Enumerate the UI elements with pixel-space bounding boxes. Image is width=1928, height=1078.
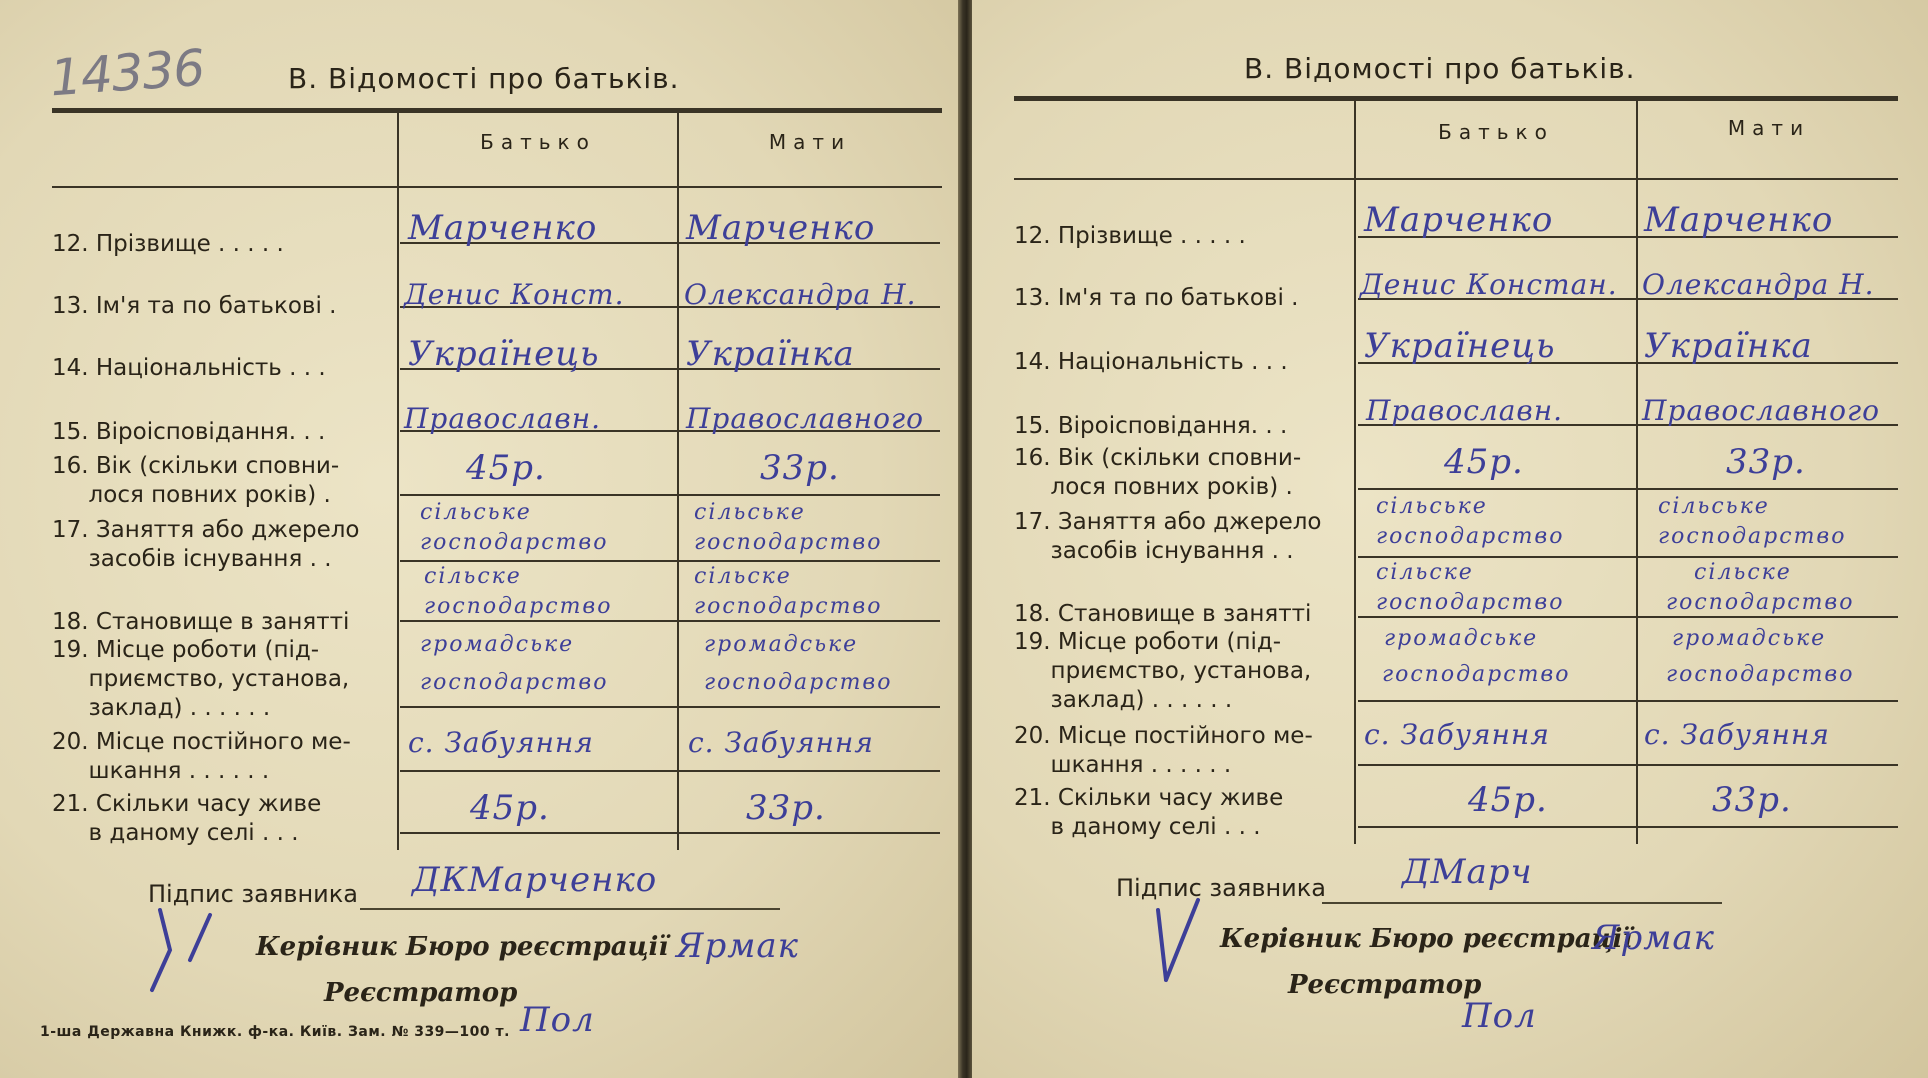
row-label-residence: 20. Місце постійного ме- шкання . . . . . . [52,729,351,784]
registrar-signature: Пол [1462,996,1537,1036]
archive-number: 14336 [48,38,206,108]
header-rule [52,186,942,188]
mother-residence-time: 33р. [746,788,826,828]
mother-name: Олександра Н. [1642,268,1875,301]
column-header-father: Батько [1438,120,1554,144]
column-header-father: Батько [480,130,596,154]
column-header-mother: Мати [768,130,852,154]
mother-name: Олександра Н. [684,278,917,311]
left-page [0,0,960,1078]
head-signature: Ярмак [676,926,799,966]
mother-workplace-1: громадське [1672,626,1827,651]
mother-occupation-1: сільське [1658,494,1770,519]
top-rule [52,108,942,113]
head-label: Керівник Бюро реєстрації [256,932,669,962]
mother-surname: Марченко [1644,200,1834,240]
row-label-residence-time: 21. Скільки часу живе в даному селі . . . [52,791,322,846]
row-label-nationality: 14. Національність . . . [1014,349,1288,375]
row-rule [1358,826,1898,828]
father-occupation-2: господарство [420,530,609,555]
row-label-residence-time: 21. Скільки часу живе в даному селі . . . [1014,785,1284,840]
row-label-workplace: 19. Місце роботи (під- приємство, установа, заклад) . . . . . . [52,637,350,721]
father-surname: Марченко [408,208,598,248]
row-label-position: 18. Становище в занятті [52,609,350,635]
row-label-age: 16. Вік (скільки сповни- лося повних років) . [1014,445,1302,500]
registration-mark [1148,890,1228,1000]
row-label-residence: 20. Місце постійного ме- шкання . . . . . . [1014,723,1313,778]
mother-workplace-2: господарство [704,670,893,695]
father-age: 45р. [1444,442,1524,482]
applicant-signature: ДМарч [1402,852,1533,892]
right-page [972,0,1928,1078]
father-position-1: сільске [1376,560,1474,585]
printer-footer: 1-ша Державна Книжк. ф-ка. Київ. Зам. № 339—100 т. [40,1024,510,1040]
header-rule [1014,178,1898,180]
applicant-signature: ДКМарченко [412,860,658,900]
applicant-signature-label: Підпис заявника [148,880,358,908]
father-nationality: Українець [408,334,600,374]
father-position-1: сільске [424,564,522,589]
row-label-age: 16. Вік (скільки сповни- лося повних років) . [52,453,340,508]
row-label-nationality: 14. Національність . . . [52,355,326,381]
row-label-occupation: 17. Заняття або джерело засобів існування . . [52,517,360,572]
father-residence: с. Забуяння [1364,718,1550,751]
applicant-signature-label: Підпис заявника [1116,874,1326,902]
mother-residence: с. Забуяння [1644,718,1830,751]
father-workplace-2: господарство [1382,662,1571,687]
registrar-label: Реєстратор [1288,970,1482,1000]
row-rule [1358,616,1898,618]
father-occupation-2: господарство [1376,524,1565,549]
mother-residence: с. Забуяння [688,726,874,759]
column-divider-1 [397,110,399,850]
father-residence-time: 45р. [470,788,550,828]
row-rule [400,706,940,708]
father-name: Денис Конст. [404,278,625,311]
mother-workplace-2: господарство [1666,662,1855,687]
row-label-workplace: 19. Місце роботи (під- приємство, установа, заклад) . . . . . . [1014,629,1312,713]
father-occupation-1: сільське [420,500,532,525]
mother-workplace-1: громадське [704,632,859,657]
column-header-mother: Мати [1727,116,1811,140]
mother-nationality: Українка [686,334,855,374]
row-label-position: 18. Становище в занятті [1014,601,1312,627]
row-label-surname: 12. Прізвище . . . . . [1014,223,1246,249]
applicant-signature-line [1322,902,1722,904]
father-surname: Марченко [1364,200,1554,240]
father-residence-time: 45р. [1468,780,1548,820]
row-label-religion: 15. Віроісповідання. . . [52,419,326,445]
row-rule [1358,700,1898,702]
section-title: В. Відомості про батьків. [288,62,680,95]
row-rule [1358,488,1898,490]
column-divider-2 [1636,98,1638,844]
father-workplace-2: господарство [420,670,609,695]
registrar-signature: Пол [520,1000,595,1040]
mother-nationality: Українка [1644,326,1813,366]
row-rule [400,494,940,496]
father-name: Денис Констан. [1360,268,1618,301]
section-title: В. Відомості про батьків. [1244,52,1636,85]
father-age: 45р. [466,448,546,488]
row-label-surname: 12. Прізвище . . . . . [52,231,284,257]
mother-position-1: сільске [694,564,792,589]
mother-occupation-1: сільське [694,500,806,525]
father-position-2: господарство [1376,590,1565,615]
father-workplace-1: громадське [1384,626,1539,651]
mother-position-2: господарство [694,594,883,619]
row-rule [400,620,940,622]
father-religion: Православн. [404,402,602,435]
mother-religion: Православного [1642,394,1880,427]
row-rule [1358,764,1898,766]
head-signature: Ярмак [1592,918,1715,958]
father-occupation-1: сільське [1376,494,1488,519]
mother-religion: Православного [686,402,924,435]
father-position-2: господарство [424,594,613,619]
mother-residence-time: 33р. [1712,780,1792,820]
column-divider-2 [677,110,679,850]
row-label-name: 13. Ім'я та по батькові . [1014,285,1299,311]
mother-occupation-2: господарство [1658,524,1847,549]
father-workplace-1: громадське [420,632,575,657]
mother-age: 33р. [760,448,840,488]
top-rule [1014,96,1898,101]
row-rule [400,560,940,562]
row-label-religion: 15. Віроісповідання. . . [1014,413,1288,439]
row-rule [1358,556,1898,558]
registrar-label: Реєстратор [324,978,518,1008]
mother-age: 33р. [1726,442,1806,482]
row-rule [400,832,940,834]
mother-occupation-2: господарство [694,530,883,555]
applicant-signature-line [360,908,780,910]
row-label-occupation: 17. Заняття або джерело засобів існування . . [1014,509,1322,564]
row-rule [400,770,940,772]
head-label: Керівник Бюро реєстрації [1220,924,1633,954]
mother-position-1: сільске [1694,560,1792,585]
mother-surname: Марченко [686,208,876,248]
father-residence: с. Забуяння [408,726,594,759]
father-religion: Православн. [1366,394,1564,427]
father-nationality: Українець [1364,326,1556,366]
mother-position-2: господарство [1666,590,1855,615]
column-divider-1 [1354,98,1356,844]
registration-mark [140,900,230,1000]
row-label-name: 13. Ім'я та по батькові . [52,293,337,319]
